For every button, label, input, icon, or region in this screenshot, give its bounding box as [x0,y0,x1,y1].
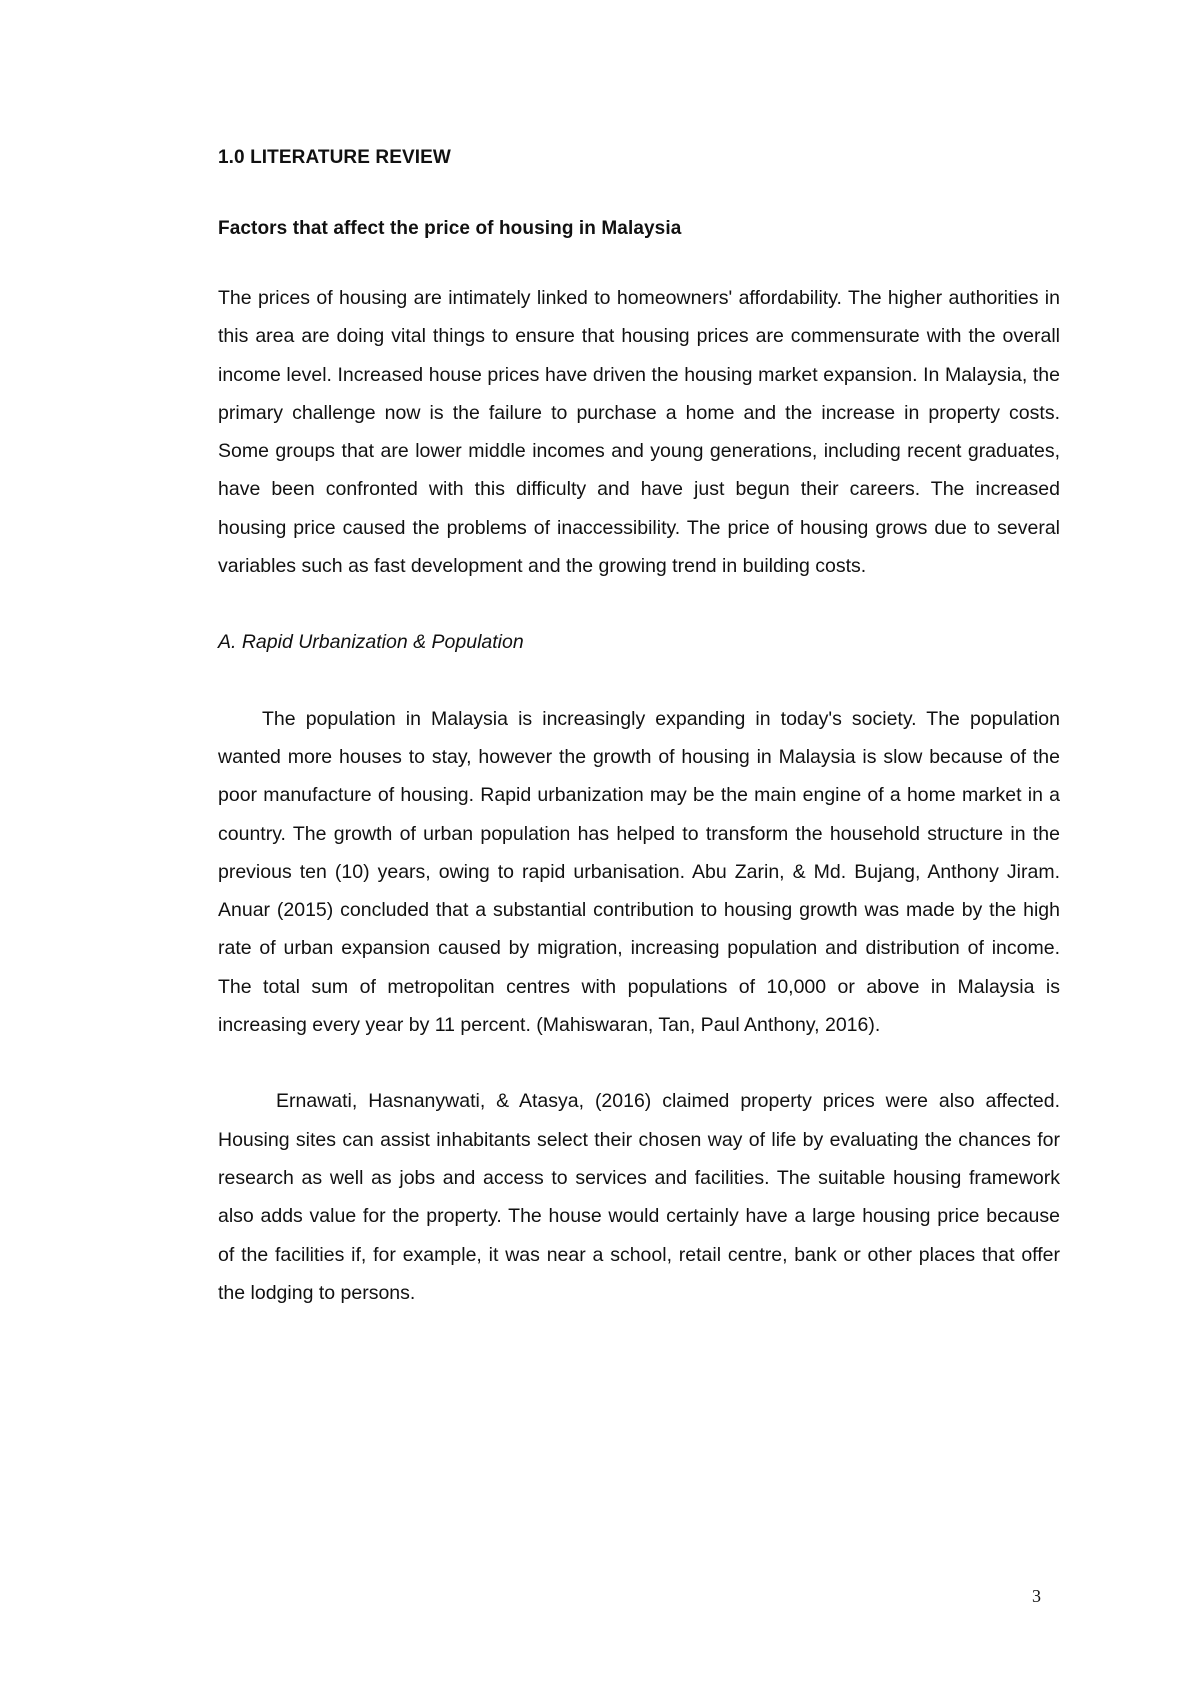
subheading-factors: Factors that affect the price of housing in Malaysia [218,218,682,239]
section-heading: 1.0 LITERATURE REVIEW [218,147,451,168]
paragraph-population: The population in Malaysia is increasingly expanding in today's society. The population wanted more houses to stay, however the growth of housing in Malaysia is slow because of the poor manufacture of housing. Rapid urbanization may be the main engine of a home market in a country. The growth of urban population has helped to transform the household structure in the previous ten (10) years, owing to rapid urbanisation. Abu Zarin, & Md. Bujang, Anthony Jiram. Anuar (2015) concluded that a substantial contribution to housing growth was made by the high rate of urban expansion caused by migration, increasing population and distribution of income. The total sum of metropolitan centres with populations of 10,000 or above in Malaysia is increasing every year by 11 percent. (Mahiswaran, Tan, Paul Anthony, 2016). [218,707,1060,1037]
paragraph-housing-prices: The prices of housing are intimately linked to homeowners' affordability. The higher authorities in this area are doing vital things to ensure that housing prices are commensurate with the overall income level. Increased house prices have driven the housing market expansion. In Malaysia, the primary challenge now is the failure to purchase a home and the increase in property costs. Some groups that are lower middle incomes and young generations, including recent graduates, have been confronted with this difficulty and have just begun their careers. The increased housing price caused the problems of inaccessibility. The price of housing grows due to several variables such as fast development and the growing trend in building costs. [218,287,1060,578]
page-content [218,146,1060,1312]
paragraph-property-location: Ernawati, Hasnanywati, & Atasya, (2016) claimed property prices were also affected. Housing sites can assist inhabitants select their chosen way of life by evaluating the chances for research as well as jobs and access to services and facilities. The suitable housing framework also adds value for the property. The house would certainly have a large housing price because of the facilities if, for example, it was near a school, retail centre, bank or other places that offer the lodging to persons. [218,1090,1060,1304]
page-number: 3 [1032,1586,1041,1606]
subsection-heading-urbanization: A. Rapid Urbanization & Population [218,631,524,654]
